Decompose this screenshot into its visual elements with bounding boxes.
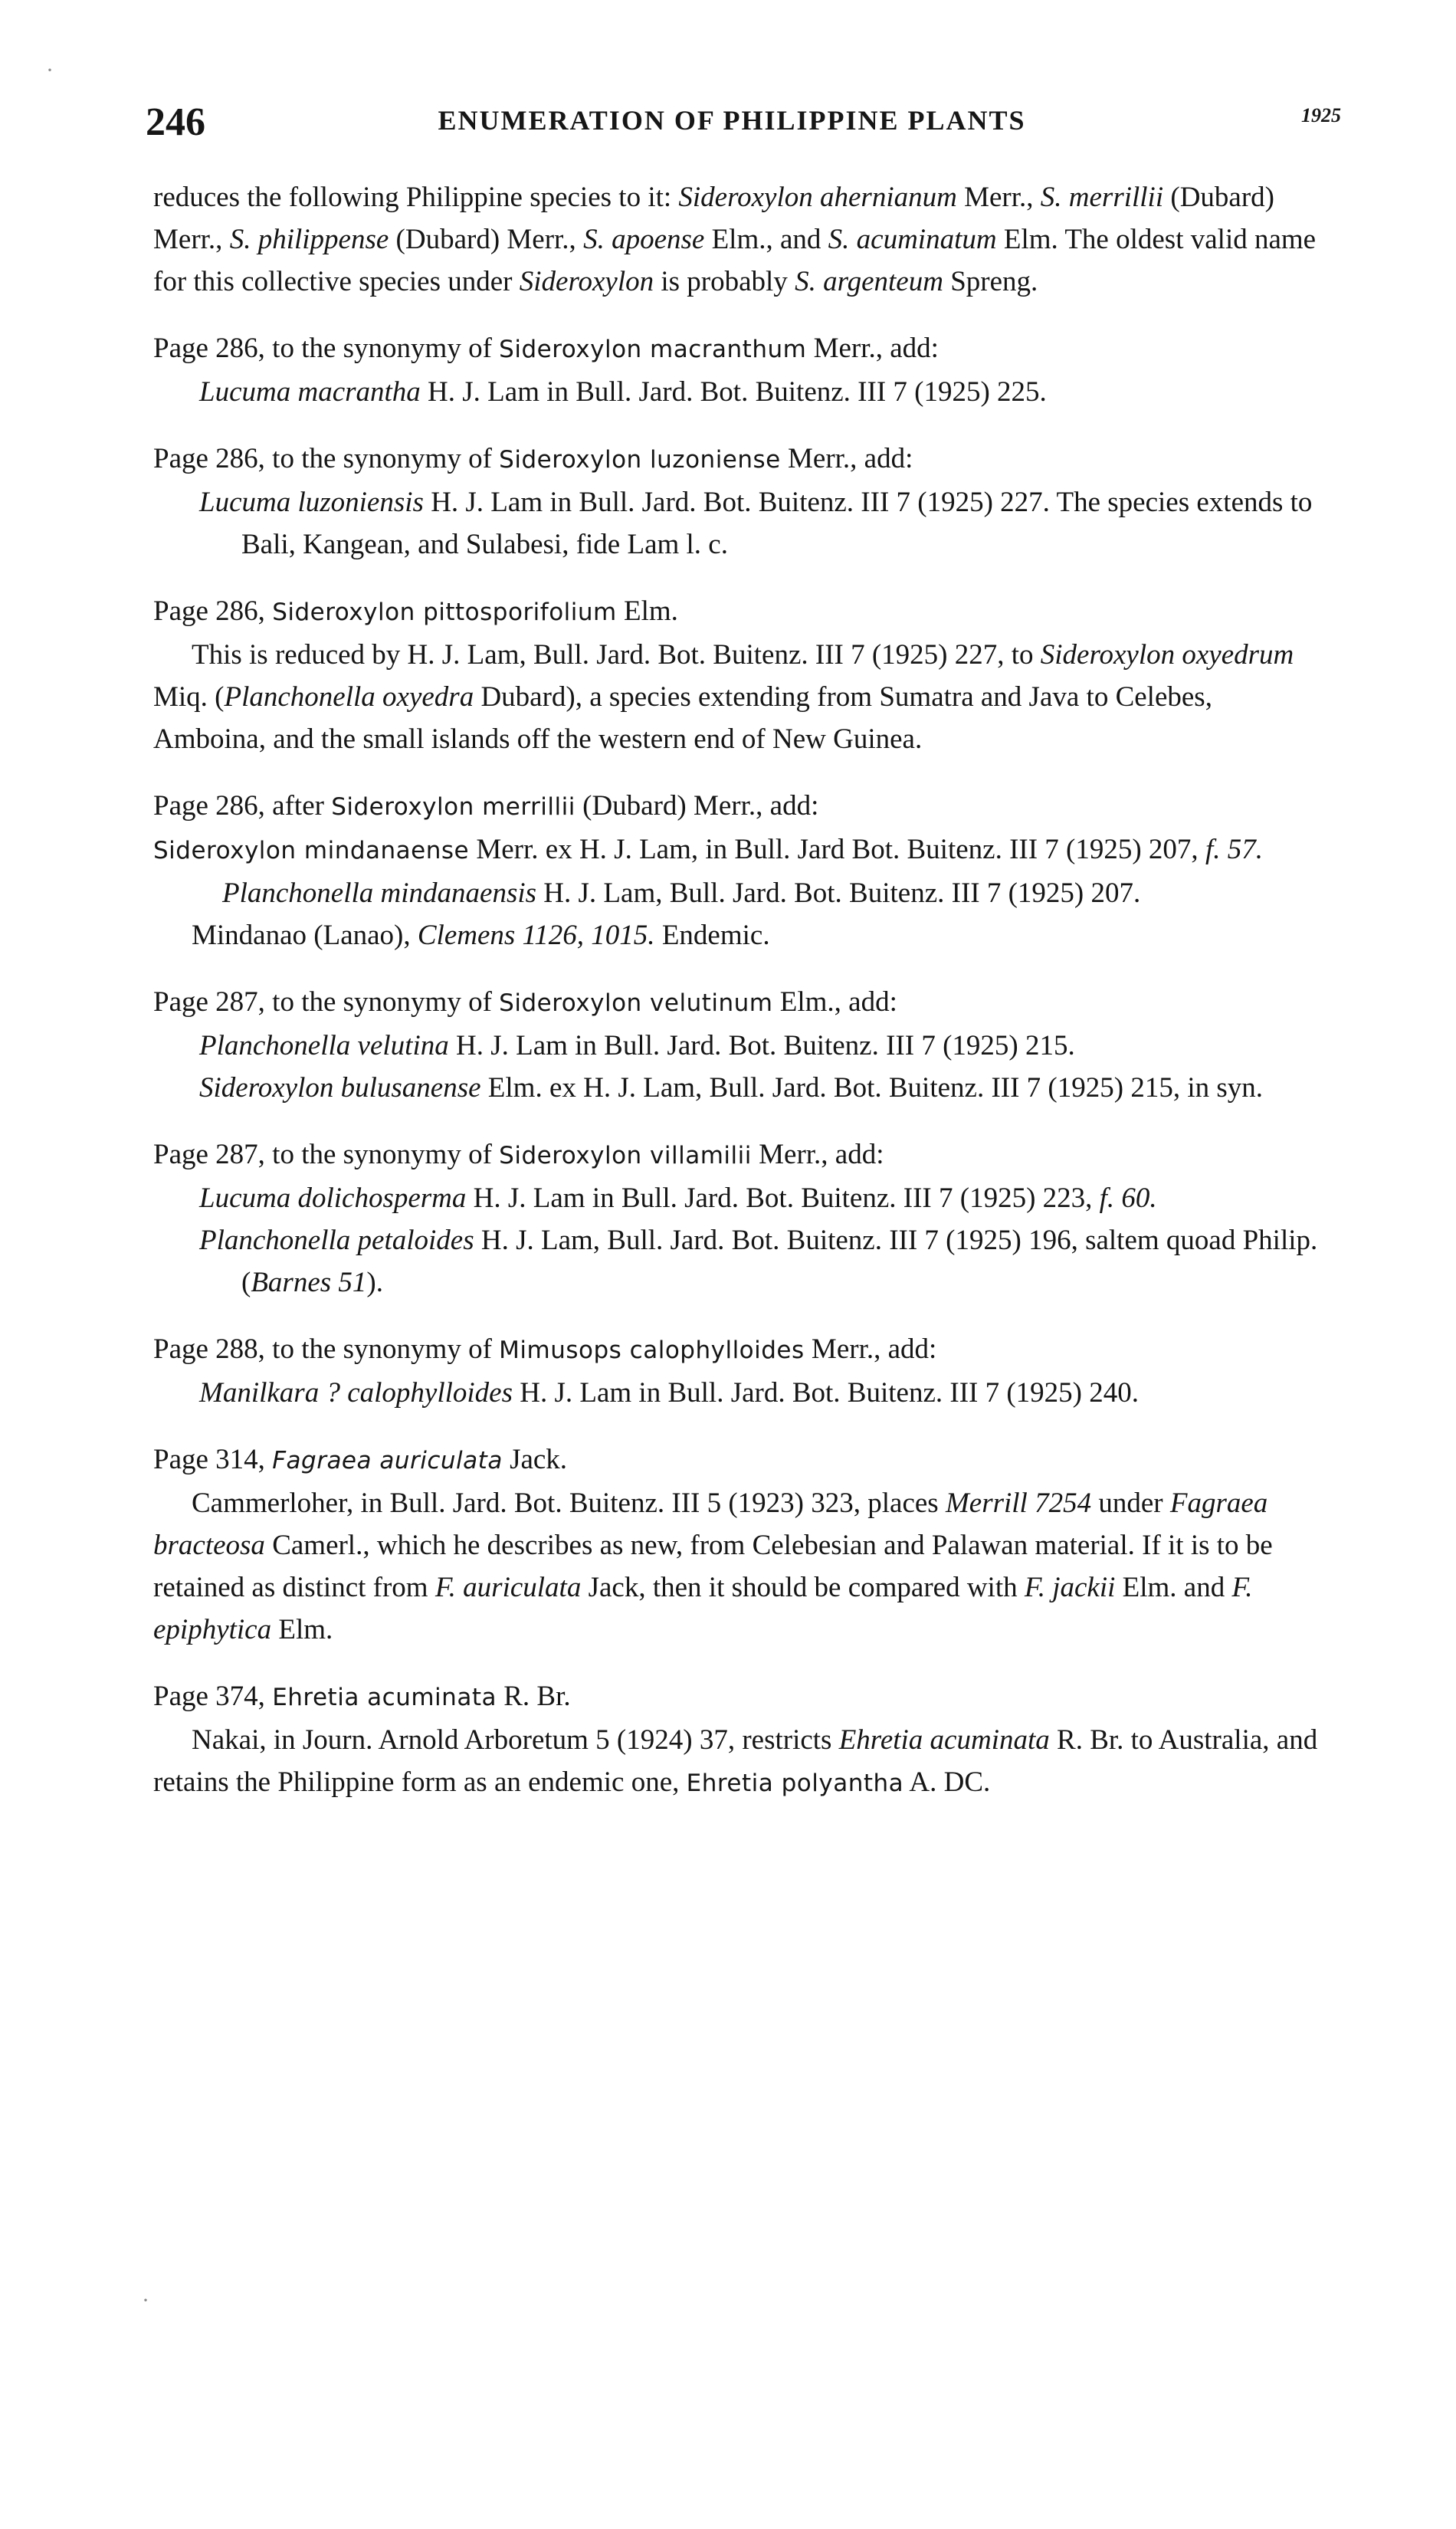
entry-heading: Page 288, to the synonymy of Mimusops calophylloides Merr., add: — [153, 1333, 937, 1365]
entry-heading: Page 287, to the synonymy of Sideroxylon velutinum Elm., add: — [153, 986, 897, 1018]
entry-heading: Page 374, Ehretia acuminata R. Br. — [153, 1681, 571, 1712]
species-entry: Sideroxylon mindanaense Merr. ex H. J. Lam, in Bull. Jard Bot. Buitenz. III 7 (1925) 207, f. 57. — [153, 834, 1263, 865]
page-number: 246 — [146, 100, 205, 144]
entry-pittosporifolium — [153, 590, 1326, 760]
intro-paragraph — [153, 176, 1326, 303]
synonym-line: Manilkara ? calophylloides H. J. Lam in Bull. Jard. Bot. Buitenz. III 7 (1925) 240. — [199, 1377, 1139, 1409]
synonym-line: Planchonella mindanaensis H. J. Lam, Bull. Jard. Bot. Buitenz. III 7 (1925) 207. — [222, 877, 1141, 909]
entry-heading: Page 286, after Sideroxylon merrillii (Dubard) Merr., add: — [153, 790, 819, 822]
header-year: 1925 — [1301, 104, 1341, 126]
entry-note: This is reduced by H. J. Lam, Bull. Jard. Bot. Buitenz. III 7 (1925) 227, to Sideroxylon oxyedrum Miq. (Planchonella oxyedra Dubard), a species extending from Sumatra and Java to Celebes, Amboina, and the small islands off the western end of New Guinea. — [153, 639, 1294, 755]
page-speck: · — [46, 57, 54, 83]
entry-ehretia — [153, 1675, 1326, 1805]
synonym-line: Lucuma dolichosperma H. J. Lam in Bull. Jard. Bot. Buitenz. III 7 (1925) 223, f. 60. — [199, 1182, 1157, 1214]
synonym-line: Sideroxylon bulusanense Elm. ex H. J. Lam, Bull. Jard. Bot. Buitenz. III 7 (1925) 215, in syn. — [199, 1072, 1263, 1104]
entry-calophylloides — [153, 1328, 1326, 1414]
entry-macranthum — [153, 327, 1326, 413]
entry-heading: Page 314, Fagraea auriculata Jack. — [153, 1444, 568, 1475]
synonym-line: Lucuma macrantha H. J. Lam in Bull. Jard. Bot. Buitenz. III 7 (1925) 225. — [199, 376, 1047, 408]
entry-heading: Page 286, to the synonymy of Sideroxylon luzoniense Merr., add: — [153, 443, 913, 474]
entry-villamilii — [153, 1133, 1326, 1304]
synonym-line: Planchonella petaloides H. J. Lam, Bull. Jard. Bot. Buitenz. III 7 (1925) 196, saltem quoad Philip. (Barnes 51). — [199, 1225, 1318, 1298]
entry-mindanaense — [153, 785, 1326, 956]
entry-velutinum — [153, 981, 1326, 1109]
distribution-line: Mindanao (Lanao), Clemens 1126, 1015. Endemic. — [192, 920, 770, 951]
entry-heading: Page 286, Sideroxylon pittosporifolium Elm. — [153, 595, 678, 627]
synonym-line: Planchonella velutina H. J. Lam in Bull. Jard. Bot. Buitenz. III 7 (1925) 215. — [199, 1030, 1075, 1061]
entry-note: Nakai, in Journ. Arnold Arboretum 5 (1924) 37, restricts Ehretia acuminata R. Br. to Australia, and retains the Philippine form as an endemic one, Ehretia polyantha A. DC. — [153, 1724, 1318, 1798]
running-title: ENUMERATION OF PHILIPPINE PLANTS — [438, 105, 1026, 136]
entry-heading: Page 287, to the synonymy of Sideroxylon villamilii Merr., add: — [153, 1139, 884, 1170]
entry-note: Cammerloher, in Bull. Jard. Bot. Buitenz. III 5 (1923) 323, places Merrill 7254 under Fagraea bracteosa Camerl., which he describes as new, from Celebesian and Palawan material. If it is to be retained as distinct from F. auriculata Jack, then it should be compared with F. jackii Elm. and F. epiphytica Elm. — [153, 1488, 1273, 1645]
running-header — [146, 98, 1341, 144]
page-speck: · — [142, 2288, 149, 2313]
entry-luzoniense — [153, 438, 1326, 566]
page-body — [153, 176, 1326, 1829]
paragraph-text: reduces the following Philippine species to it: Sideroxylon ahernianum Merr., S. merrillii (Dubard) Merr., S. philippense (Dubard) Merr., S. apoense Elm., and S. acuminatum Elm. The oldest valid name for this collective species under Sideroxylon is probably S. argenteum Spreng. — [153, 182, 1317, 297]
entry-heading: Page 286, to the synonymy of Sideroxylon macranthum Merr., add: — [153, 333, 939, 364]
synonym-line: Lucuma luzoniensis H. J. Lam in Bull. Jard. Bot. Buitenz. III 7 (1925) 227. The species extends to Bali, Kangean, and Sulabesi, fide Lam l. c. — [199, 487, 1313, 560]
entry-fagraea — [153, 1438, 1326, 1651]
